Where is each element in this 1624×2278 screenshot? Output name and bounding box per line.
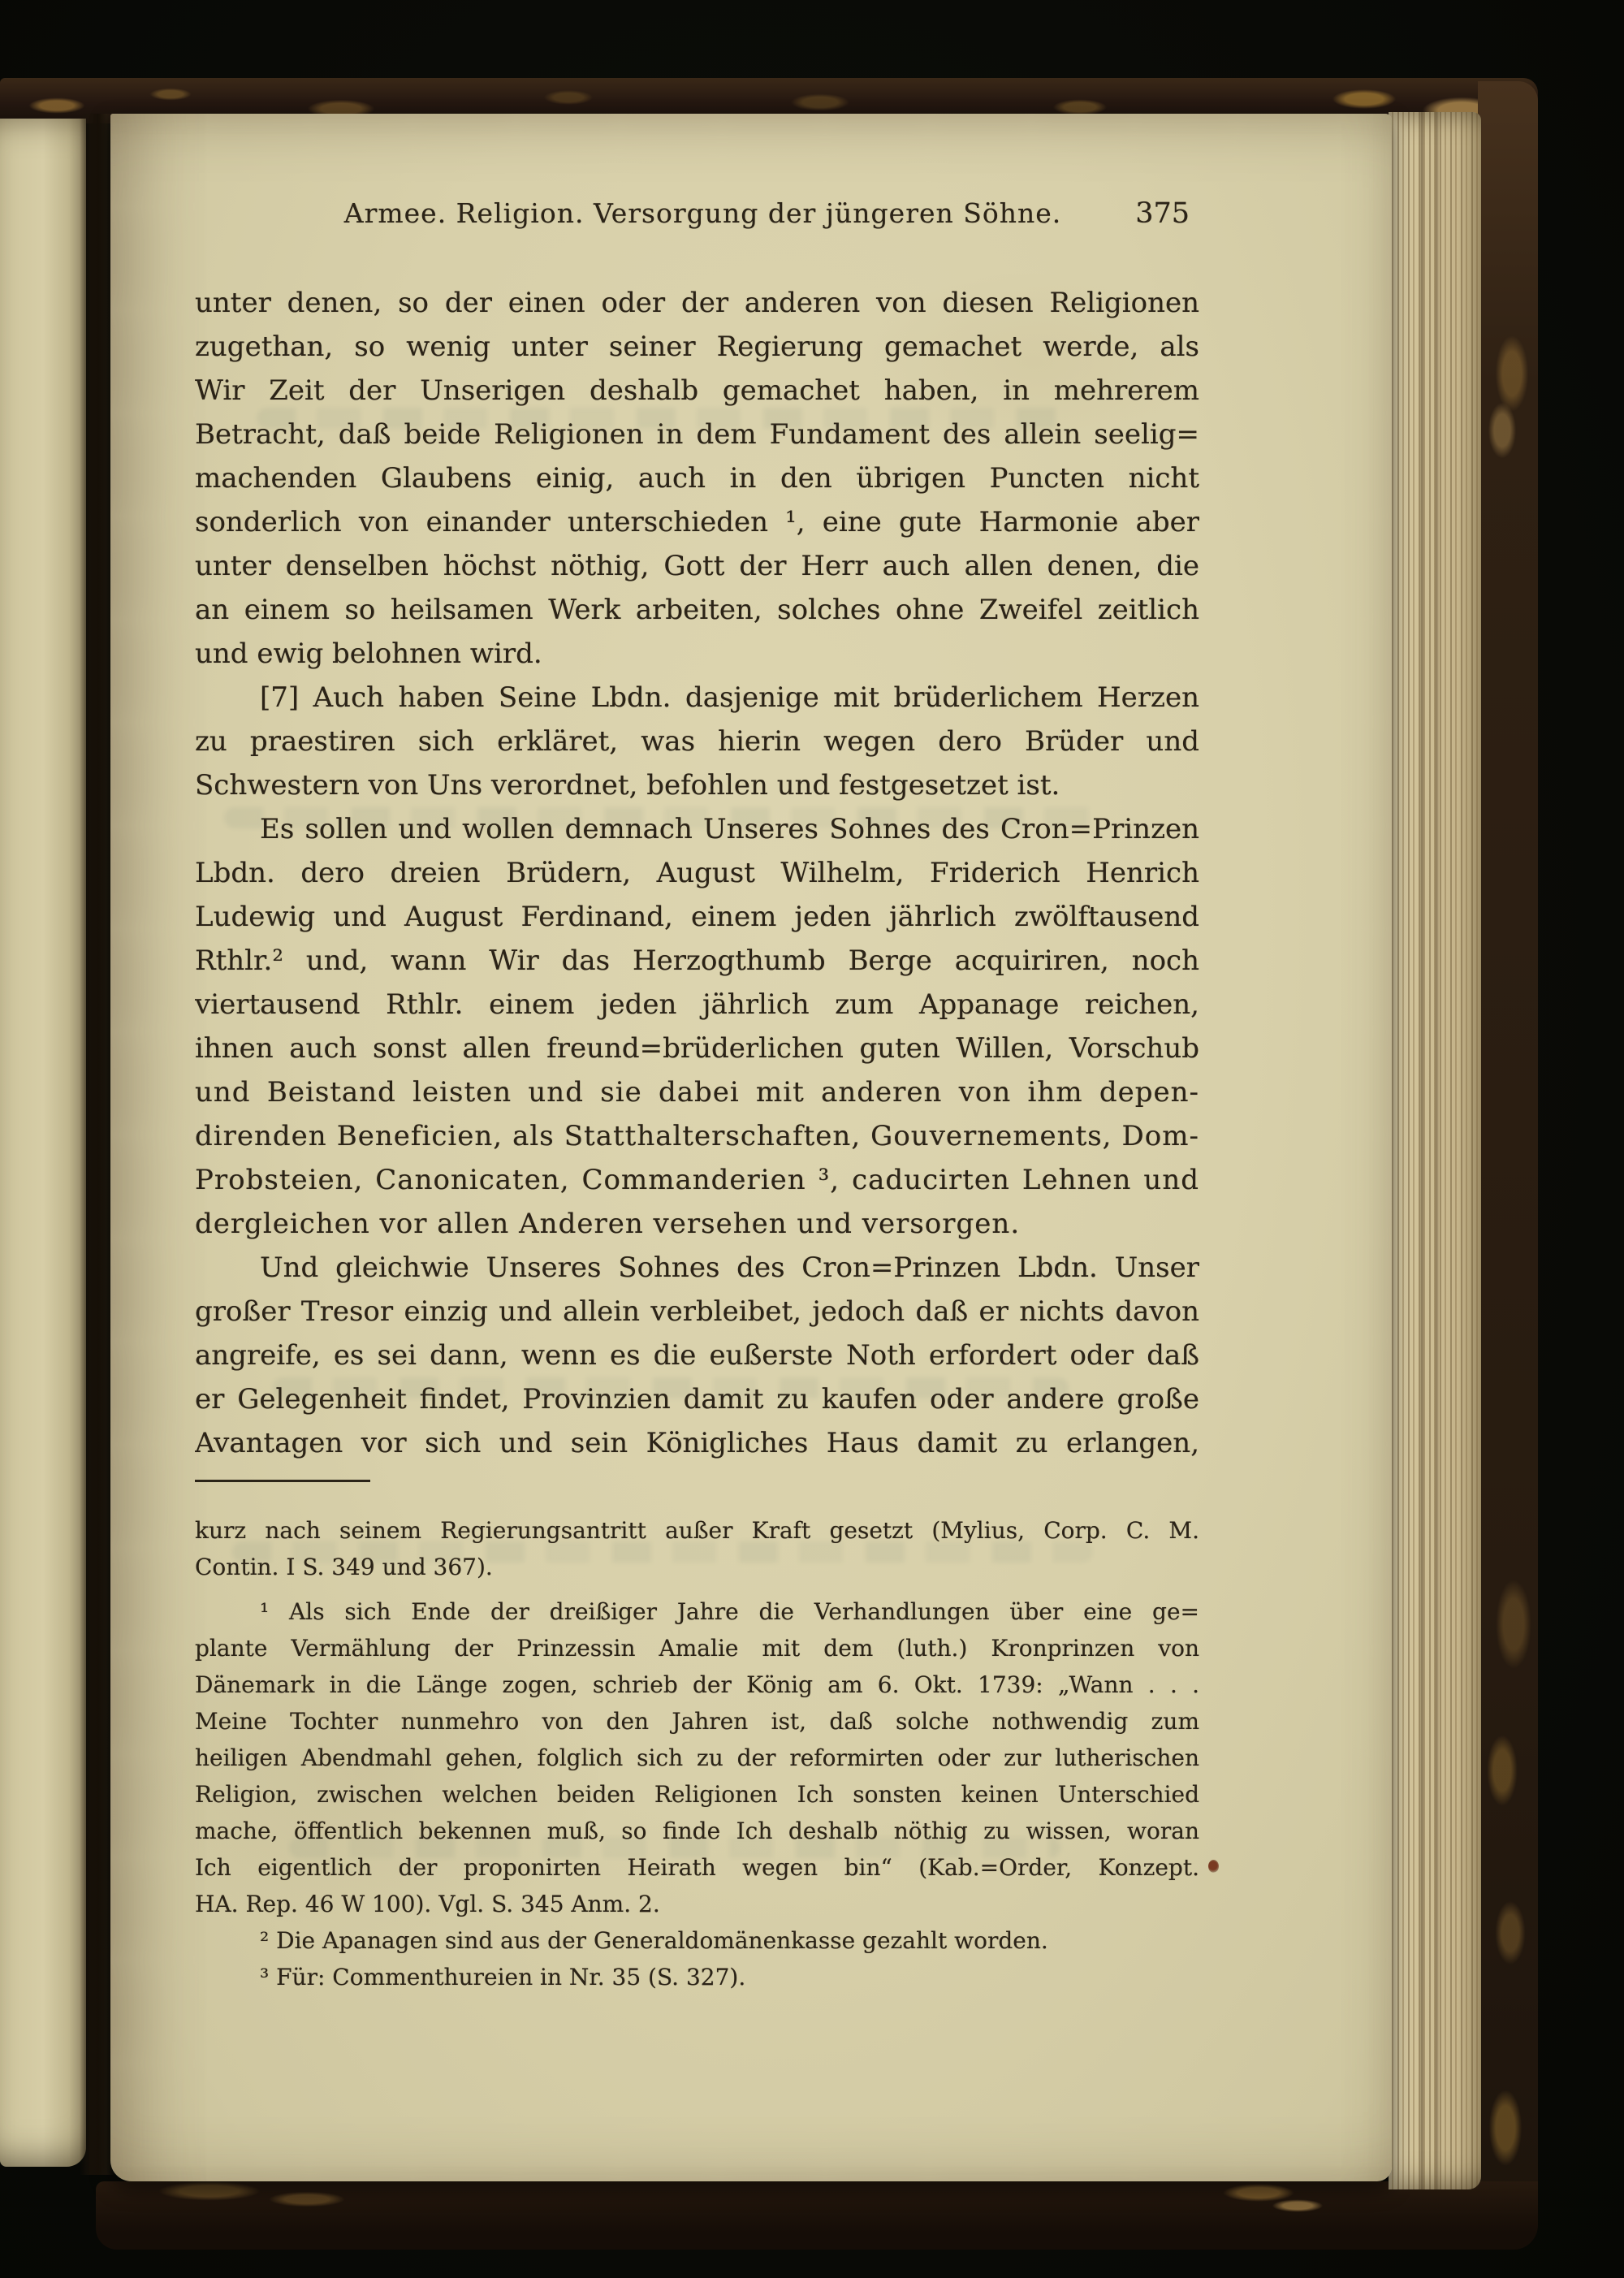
book-cover-right-edge — [1478, 81, 1538, 2248]
running-title: Armee. Religion. Versorgung der jüngeren Söhne. — [343, 197, 1062, 229]
text-line: dergleichen vor allen Anderen versehen und versorgen. — [195, 1208, 1021, 1240]
text-line: Es sollen und wollen demnach Unseres Sohnes des Cron=Prinzen — [260, 813, 1199, 845]
text-line: machenden Glaubens einig, auch in den übrigen Puncten nicht — [195, 462, 1199, 495]
text-line: HA. Rep. 46 W 100). Vgl. S. 345 Anm. 2. — [195, 1891, 660, 1917]
text-line: Lbdn. dero dreien Brüdern, August Wilhelm, Friderich Henrich — [195, 857, 1199, 889]
paragraph — [195, 281, 1199, 676]
paragraph — [195, 807, 1199, 1246]
text-line: angreife, es sei dann, wenn es die eußerste Noth erfordert oder daß — [195, 1339, 1199, 1372]
text-line: kurz nach seinem Regierungsantritt außer Kraft gesetzt (Mylius, Corp. C. M. — [195, 1517, 1199, 1544]
text-line: Contin. I S. 349 und 367). — [195, 1554, 493, 1580]
text-line: großer Tresor einzig und allein verbleibet, jedoch daß er nichts davon — [195, 1295, 1199, 1328]
text-line: und Beistand leisten und sie dabei mit anderen von ihm depen- — [195, 1076, 1199, 1109]
text-line: Ludewig und August Ferdinand, einem jeden jährlich zwölftausend — [195, 901, 1199, 933]
text-line: Meine Tochter nunmehro von den Jahren ist, daß solche nothwendig zum — [195, 1708, 1199, 1735]
paragraph — [195, 1922, 1199, 1959]
body-text — [195, 281, 1199, 1465]
footnote-separator-rule — [195, 1480, 370, 1482]
text-line: Ich eigentlich der proponirten Heirath wegen bin“ (Kab.=Order, Konzept. — [195, 1854, 1199, 1881]
text-line: plante Vermählung der Prinzessin Amalie mit dem (luth.) Kronprinzen von — [195, 1635, 1199, 1662]
text-line: mache, öffentlich bekennen muß, so finde Ich deshalb nöthig zu wissen, woran — [195, 1818, 1199, 1844]
facing-page-sliver — [0, 119, 86, 2167]
text-line: unter denselben höchst nöthig, Gott der Herr auch allen denen, die — [195, 550, 1199, 582]
text-line: zu praestiren sich erkläret, was hierin wegen dero Brüder und — [195, 725, 1199, 758]
text-line: Und gleichwie Unseres Sohnes des Cron=Prinzen Lbdn. Unser — [260, 1251, 1199, 1284]
text-line: er Gelegenheit findet, Provinzien damit zu kaufen oder andere große — [195, 1383, 1199, 1416]
text-line: Wir Zeit der Unserigen deshalb gemachet haben, in mehrerem — [195, 374, 1199, 407]
text-line: ² Die Apanagen sind aus der Generaldomänenkasse gezahlt worden. — [260, 1927, 1048, 1954]
paragraph — [195, 1512, 1199, 1585]
text-line: Probsteien, Canonicaten, Commanderien ³, caducirten Lehnen und — [195, 1164, 1199, 1196]
text-line: [7] Auch haben Seine Lbdn. dasjenige mit brüderlichem Herzen — [260, 681, 1199, 714]
paragraph — [195, 1593, 1199, 1922]
text-line: an einem so heilsamen Werk arbeiten, solches ohne Zweifel zeitlich — [195, 594, 1199, 626]
text-line: Schwestern von Uns verordnet, befohlen und festgesetzet ist. — [195, 769, 1060, 802]
page-fore-edge — [1389, 112, 1481, 2189]
text-line: sonderlich von einander unterschieden ¹, eine gute Harmonie aber — [195, 506, 1199, 538]
ink-spot — [1208, 1860, 1219, 1873]
text-line: viertausend Rthlr. einem jeden jährlich zum Appanage reichen, — [195, 988, 1199, 1021]
page-header — [195, 195, 1199, 232]
book-cover-bottom-edge — [96, 2181, 1538, 2250]
text-line: ¹ Als sich Ende der dreißiger Jahre die Verhandlungen über eine ge= — [260, 1598, 1199, 1625]
text-line: Religion, zwischen welchen beiden Religionen Ich sonsten keinen Unterschied — [195, 1781, 1199, 1808]
text-line: ihnen auch sonst allen freund=brüderlichen guten Willen, Vorschub — [195, 1032, 1199, 1065]
text-line: zugethan, so wenig unter seiner Regierung gemachet werde, als — [195, 331, 1199, 363]
text-line: ³ Für: Commenthureien in Nr. 35 (S. 327). — [260, 1964, 746, 1991]
footnotes — [195, 1512, 1199, 1995]
text-line: Dänemark in die Länge zogen, schrieb der König am 6. Okt. 1739: „Wann . . . — [195, 1671, 1199, 1698]
paragraph — [195, 676, 1199, 807]
paragraph — [195, 1959, 1199, 1995]
text-line: und ewig belohnen wird. — [195, 638, 542, 670]
paragraph — [195, 1246, 1199, 1465]
page-number: 375 — [1135, 197, 1190, 230]
book-page — [110, 114, 1392, 2181]
text-line: direnden Beneficien, als Statthalterschaften, Gouvernements, Dom- — [195, 1120, 1199, 1152]
text-line: unter denen, so der einen oder der anderen von diesen Religionen — [195, 287, 1199, 319]
text-line: Avantagen vor sich und sein Königliches Haus damit zu erlangen, — [195, 1427, 1199, 1459]
text-line: Rthlr.² und, wann Wir das Herzogthumb Berge acquiriren, noch — [195, 944, 1199, 977]
text-line: heiligen Abendmahl gehen, folglich sich zu der reformirten oder zur lutherischen — [195, 1744, 1199, 1771]
text-line: Betracht, daß beide Religionen in dem Fundament des allein seelig= — [195, 418, 1199, 451]
